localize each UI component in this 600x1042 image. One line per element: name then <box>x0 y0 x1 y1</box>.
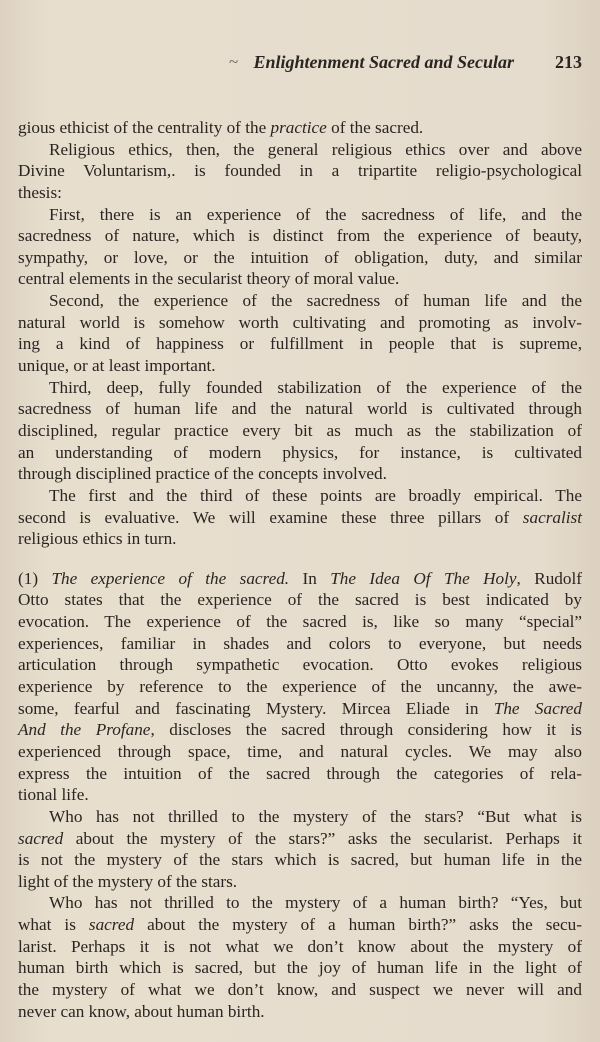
page-number: 213 <box>555 52 582 72</box>
paragraph <box>18 139 582 204</box>
text-segment: experiences, familiar in shades and colors to everyone, but needs <box>18 633 582 653</box>
text-segment: through disciplined practice of the concepts involved. <box>18 464 387 484</box>
text-line <box>18 763 582 785</box>
text-segment: never can know, about human birth. <box>18 1001 265 1021</box>
text-segment: thesis: <box>18 182 62 202</box>
text-segment: about the mystery of a human birth?” asks the secu- <box>134 915 582 935</box>
italic-text: sacred <box>88 915 135 935</box>
italic-text: sacralist <box>522 507 582 527</box>
text-segment: human birth which is sacred, but the joy of human life in the light of <box>18 958 582 978</box>
text-segment: (1) <box>18 568 52 588</box>
paragraph <box>18 485 582 550</box>
paragraph <box>18 892 582 1022</box>
text-line <box>18 355 582 377</box>
text-segment: ing a kind of happiness or fulfillment in people that is supreme, <box>18 334 582 354</box>
paragraph <box>18 117 582 139</box>
text-segment: larist. Perhaps it is not what we don’t know about the mystery of <box>18 936 582 956</box>
text-line <box>18 182 582 204</box>
text-segment: of the sacred. <box>326 118 424 137</box>
text-segment: Second, the experience of the sacredness of human life and the <box>49 291 582 311</box>
text-line <box>18 871 582 893</box>
text-segment: In <box>289 568 331 588</box>
text-segment: light of the mystery of the stars. <box>18 871 238 891</box>
italic-text: And the Profane <box>18 720 151 740</box>
header-dash: ~ <box>229 52 239 71</box>
text-line <box>18 225 582 247</box>
text-segment: gious ethicist of the centrality of the <box>18 118 271 137</box>
text-segment: is not the mystery of the stars which is sacred, but human life in the <box>18 850 582 870</box>
paragraph <box>18 290 582 377</box>
text-segment: what is <box>18 915 89 935</box>
text-segment: Otto states that the experience of the sacred is best indicated by <box>18 590 582 610</box>
text-line <box>18 957 582 979</box>
text-line <box>18 784 582 806</box>
text-line <box>18 290 582 312</box>
text-line <box>18 507 582 529</box>
text-line <box>18 654 582 676</box>
text-segment: second is evaluative. We will examine these three pillars of <box>18 507 523 527</box>
text-line <box>18 268 582 290</box>
text-line <box>18 333 582 355</box>
text-line <box>18 611 582 633</box>
text-line <box>18 849 582 871</box>
text-segment: religious ethics in turn. <box>18 529 177 549</box>
text-segment: First, there is an experience of the sacredness of life, and the <box>49 204 582 224</box>
text-segment: express the intuition of the sacred through the categories of rela- <box>18 763 582 783</box>
running-title: Enlightenment Sacred and Secular <box>253 52 514 72</box>
text-line <box>18 719 582 741</box>
text-line <box>18 398 582 420</box>
text-line <box>18 312 582 334</box>
text-segment: unique, or at least important. <box>18 356 216 376</box>
text-segment: , Rudolf <box>516 568 582 588</box>
running-header <box>0 52 582 78</box>
text-line <box>18 676 582 698</box>
text-line <box>18 1001 582 1023</box>
text-segment: about the mystery of the stars?” asks the secularist. Perhaps it <box>63 828 582 848</box>
text-segment: Who has not thrilled to the mystery of the stars? “But what is <box>49 806 582 826</box>
text-line <box>18 247 582 269</box>
text-line <box>18 936 582 958</box>
text-segment: experienced through space, time, and natural cycles. We may also <box>18 741 582 761</box>
text-segment: sacredness of human life and the natural world is cultivated through <box>18 399 582 419</box>
text-line <box>18 568 582 590</box>
italic-text: practice <box>270 118 327 137</box>
text-line <box>18 420 582 442</box>
text-line <box>18 485 582 507</box>
text-line <box>18 828 582 850</box>
text-segment: Third, deep, fully founded stabilization of the experience of the <box>49 377 582 397</box>
text-line <box>18 528 582 550</box>
text-segment: The first and the third of these points are broadly empirical. The <box>49 485 582 505</box>
text-segment: evocation. The experience of the sacred is, like so many “special” <box>18 612 582 632</box>
text-segment: tional life. <box>18 785 89 805</box>
paragraph <box>18 806 582 893</box>
paragraph <box>18 377 582 485</box>
text-line <box>18 463 582 485</box>
text-segment: natural world is somehow worth cultivating and promoting as involv- <box>18 312 582 332</box>
body-text <box>18 117 582 1022</box>
text-segment: an understanding of modern physics, for instance, is cultivated <box>18 442 582 462</box>
text-segment: the mystery of what we don’t know, and suspect we never will and <box>18 979 582 999</box>
text-segment: disciplined, regular practice every bit as much as the stabilization of <box>18 420 582 440</box>
text-segment: Religious ethics, then, the general religious ethics over and above <box>49 139 582 159</box>
italic-text: The Idea Of The Holy <box>330 568 517 588</box>
text-line <box>18 160 582 182</box>
paragraph <box>18 568 582 806</box>
text-segment: Divine Voluntarism,. is founded in a tripartite religio-psychological <box>18 161 582 181</box>
text-line <box>18 377 582 399</box>
text-line <box>18 892 582 914</box>
italic-text: The Sacred <box>493 698 582 718</box>
text-segment: Who has not thrilled to the mystery of a human birth? “Yes, but <box>49 893 582 913</box>
text-segment: some, fearful and fascinating Mystery. Mircea Eliade in <box>18 698 494 718</box>
paragraph <box>18 204 582 291</box>
text-line <box>18 589 582 611</box>
text-segment: articulation through sympathetic evocation. Otto evokes religious <box>18 655 582 675</box>
text-segment: sympathy, or love, or the intuition of obligation, duty, and similar <box>18 247 582 267</box>
text-segment: central elements in the secularist theory of moral value. <box>18 269 400 289</box>
text-segment: , discloses the sacred through considering how it is <box>150 720 582 740</box>
text-segment: experience by reference to the experience of the uncanny, the awe- <box>18 677 582 697</box>
text-line <box>18 633 582 655</box>
text-line <box>18 117 582 139</box>
text-line <box>18 914 582 936</box>
text-line <box>18 442 582 464</box>
text-line <box>18 139 582 161</box>
text-line <box>18 741 582 763</box>
text-line <box>18 806 582 828</box>
text-line <box>18 204 582 226</box>
text-line <box>18 698 582 720</box>
text-line <box>18 979 582 1001</box>
italic-text: sacred <box>18 828 64 848</box>
text-segment: sacredness of nature, which is distinct from the experience of beauty, <box>18 226 582 246</box>
italic-text: The experience of the sacred. <box>51 568 290 588</box>
